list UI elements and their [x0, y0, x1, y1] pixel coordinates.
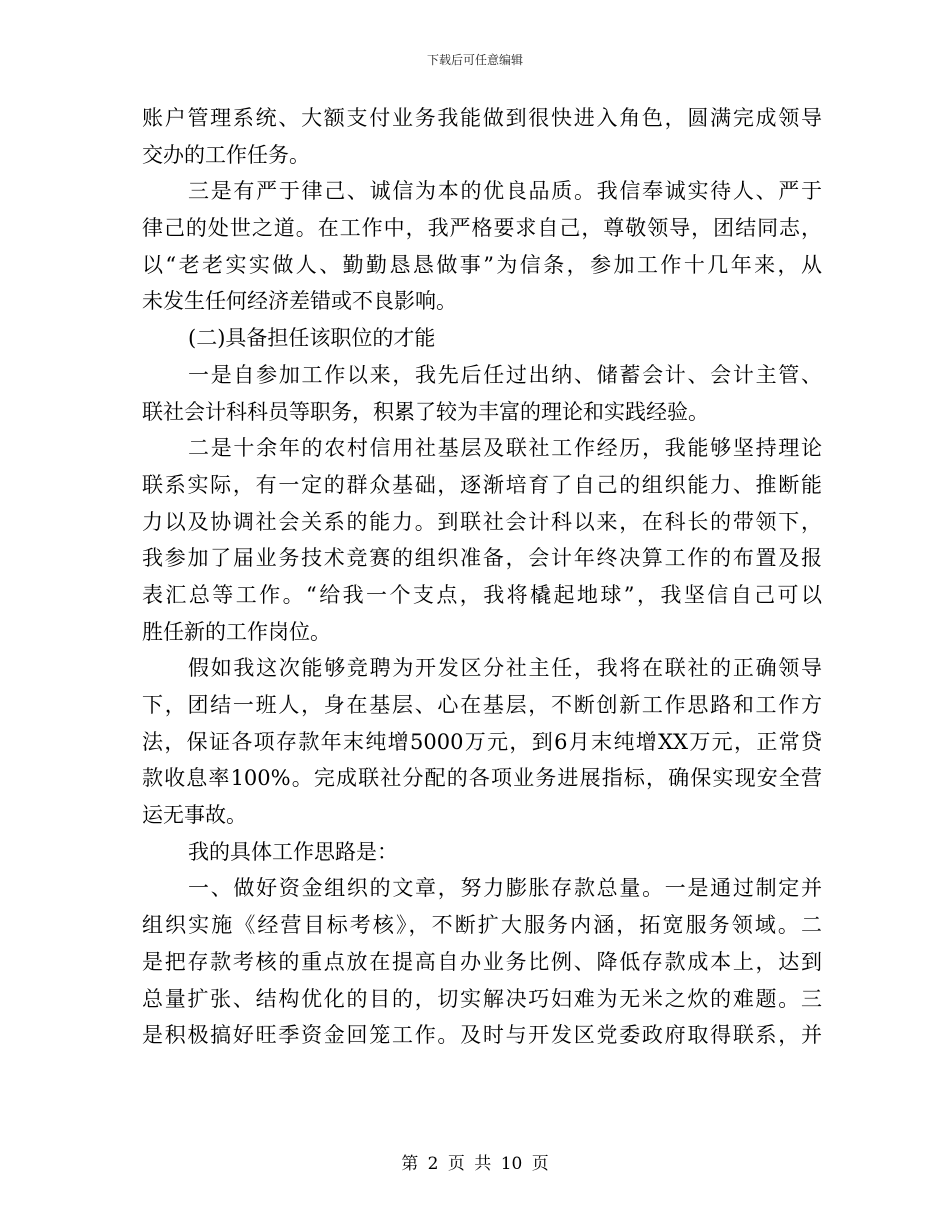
text-line: 款收息率100%。完成联社分配的各项业务进展指标，确保实现安全营 — [142, 766, 822, 791]
text-line: 是积极搞好旺季资金回笼工作。及时与开发区党委政府取得联系，并 — [142, 1023, 822, 1048]
text-line: (二)具备担任该职位的才能 — [188, 326, 436, 351]
text-line: 下，团结一班人，身在基层、心在基层，不断创新工作思路和工作方 — [142, 693, 822, 717]
text-line: 三是有严于律己、诚信为本的优良品质。我信奉诚实待人、严于 — [188, 179, 822, 204]
text-line: 假如我这次能够竞聘为开发区分社主任，我将在联社的正确领导 — [188, 656, 822, 681]
text-line: 一是自参加工作以来，我先后任过出纳、储蓄会计、会计主管、 — [188, 362, 822, 387]
text-line: 表汇总等工作。“给我一个支点，我将橇起地球”，我坚信自己可以 — [142, 582, 822, 607]
page-number: 第 2 页 共 10 页 — [401, 1154, 549, 1174]
text-line: 律己的处世之道。在工作中，我严格要求自己，尊敬领导，团结同志， — [142, 216, 822, 241]
text-line: 以“老老实实做人、勤勤恳恳做事”为信条，参加工作十几年来，从 — [142, 252, 822, 277]
text-line: 我参加了届业务技术竞赛的组织准备，会计年终决算工作的布置及报 — [142, 546, 822, 571]
text-line: 组织实施《经营目标考核》，不断扩大服务内涵，拓宽服务领域。二 — [142, 913, 822, 938]
text-line: 联系实际，有一定的群众基础，逐渐培育了自己的组织能力、推断能 — [142, 472, 822, 497]
text-line: 一、做好资金组织的文章，努力膨胀存款总量。一是通过制定并 — [188, 876, 822, 901]
text-line: 二是十余年的农村信用社基层及联社工作经历，我能够坚持理论 — [188, 436, 822, 461]
text-line: 是把存款考核的重点放在提高自办业务比例、降低存款成本上，达到 — [142, 949, 822, 974]
text-line: 法，保证各项存款年末纯增5000万元，到6月末纯增XX万元，正常贷 — [142, 729, 822, 754]
page-header: 下载后可任意编辑 — [426, 53, 523, 67]
text-line: 联社会计科科员等职务，积累了较为丰富的理论和实践经验。 — [142, 399, 709, 424]
text-line: 力以及协调社会关系的能力。到联社会计科以来，在科长的带领下， — [142, 509, 822, 534]
text-line: 我的具体工作思路是： — [188, 839, 398, 864]
text-line: 胜任新的工作岗位。 — [142, 619, 331, 644]
text-line: 账户管理系统、大额支付业务我能做到很快进入角色，圆满完成领导 — [142, 106, 822, 130]
text-line: 未发生任何经济差错或不良影响。 — [142, 289, 457, 314]
text-line: 运无事故。 — [142, 803, 247, 828]
document-body — [142, 100, 822, 1054]
text-line: 总量扩张、结构优化的目的，切实解决巧妇难为无米之炊的难题。三 — [142, 986, 822, 1011]
text-line: 交办的工作任务。 — [142, 142, 310, 167]
